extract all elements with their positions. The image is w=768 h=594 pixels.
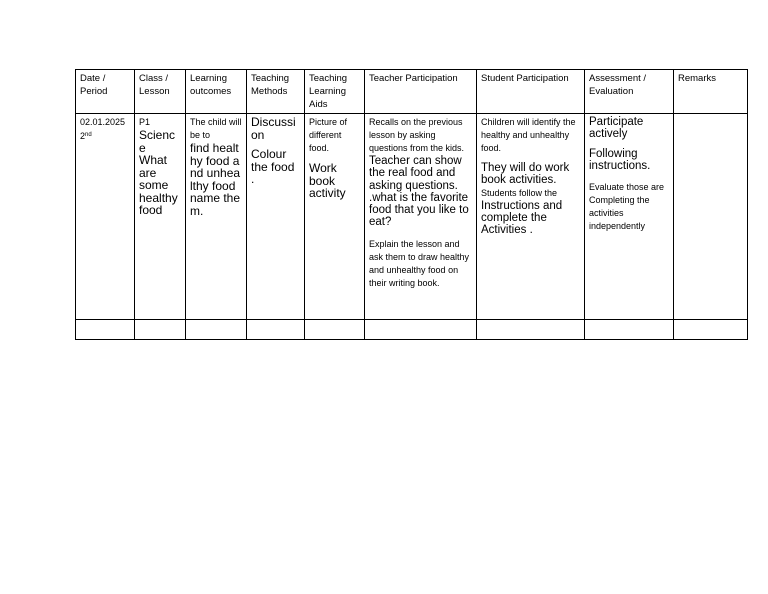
aid-2: Work book activity xyxy=(309,161,346,200)
period-text xyxy=(80,129,130,143)
header-learning-outcomes: Learning outcomes xyxy=(186,70,247,114)
student-text-1: Children will identify the healthy and unhealthy food. xyxy=(481,117,576,153)
cell-date-period xyxy=(76,114,135,320)
student-text-2: They will do work book activities. xyxy=(481,162,570,187)
cell-teacher-participation xyxy=(365,114,477,320)
empty-cell xyxy=(674,320,748,340)
assess-text-1: Participate actively xyxy=(589,116,644,141)
header-row xyxy=(76,70,748,114)
period-number: 2 xyxy=(80,131,86,141)
header-student-participation: Student Participation xyxy=(477,70,585,114)
empty-cell xyxy=(305,320,365,340)
teacher-text-1: Recalls on the previous lesson by asking questions from the kids. xyxy=(369,117,465,153)
subject-text: Science xyxy=(139,128,176,155)
assess-text-2: Following instructions. xyxy=(589,147,651,172)
class-code: P1 xyxy=(139,117,151,127)
header-remarks: Remarks xyxy=(674,70,748,114)
lesson-row xyxy=(76,114,748,320)
cell-student-participation xyxy=(477,114,585,320)
header-date-period: Date / Period xyxy=(76,70,135,114)
cell-remarks xyxy=(674,114,748,320)
empty-cell xyxy=(186,320,247,340)
cell-learning-outcomes xyxy=(186,114,247,320)
method-2: Colour the food . xyxy=(251,147,295,186)
date-text: 02.01.2025 xyxy=(80,117,126,127)
outcome-text: find healthy food and unhealthy food name them. xyxy=(190,141,241,218)
empty-cell xyxy=(247,320,305,340)
empty-cell xyxy=(585,320,674,340)
assess-text-3: Evaluate those are Completing the activities independently xyxy=(589,182,665,232)
lesson-plan-table xyxy=(75,69,748,340)
header-teaching-aids: Teaching Learning Aids xyxy=(305,70,365,114)
student-text-4: Instructions and complete the Activities . xyxy=(481,199,563,237)
cell-class-lesson xyxy=(135,114,186,320)
teacher-text-2: Teacher can show the real food and asking questions. .what is the favorite food that you like to eat? xyxy=(369,155,469,229)
cell-assessment xyxy=(585,114,674,320)
empty-cell xyxy=(365,320,477,340)
cell-teaching-methods xyxy=(247,114,305,320)
student-text-3: Students follow the xyxy=(481,187,558,198)
aid-1: Picture of different food. xyxy=(309,117,348,153)
method-1: Discussion xyxy=(251,115,296,142)
header-teacher-participation: Teacher Participation xyxy=(365,70,477,114)
lesson-title: What are some healthy food xyxy=(139,153,178,217)
cell-teaching-aids xyxy=(305,114,365,320)
empty-row xyxy=(76,320,748,340)
empty-cell xyxy=(477,320,585,340)
period-suffix: nd xyxy=(85,132,92,138)
empty-cell xyxy=(76,320,135,340)
empty-cell xyxy=(135,320,186,340)
header-assessment: Assessment / Evaluation xyxy=(585,70,674,114)
outcome-intro: The child will be to xyxy=(190,117,242,140)
header-class-lesson: Class / Lesson xyxy=(135,70,186,114)
header-teaching-methods: Teaching Methods xyxy=(247,70,305,114)
teacher-text-3: Explain the lesson and ask them to draw healthy and unhealthy food on their writing book. xyxy=(369,238,470,288)
